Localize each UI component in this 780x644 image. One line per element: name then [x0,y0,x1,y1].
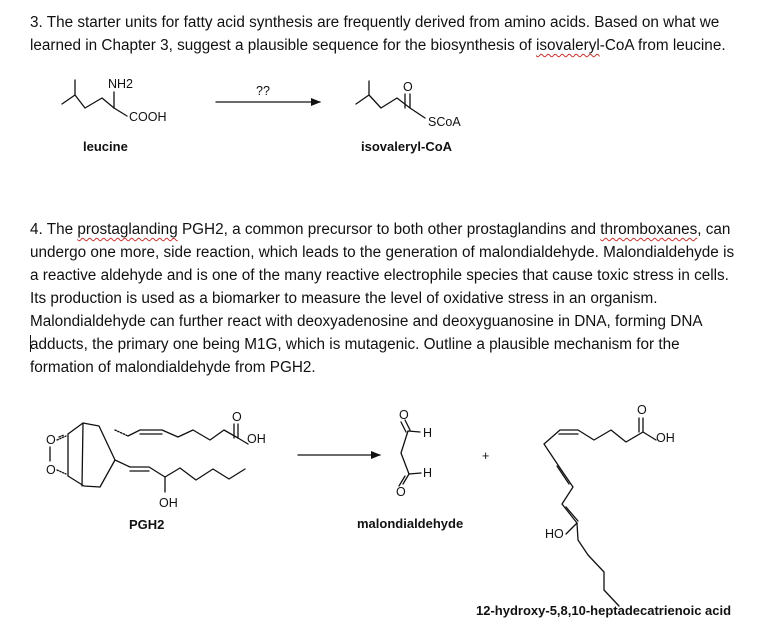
question-4-line-5: Malondialdehyde can further react with deoxyadenosine and deoxyguanosine in DNA, forming DNA [30,313,703,330]
q4-line1-b: PGH2, a common precursor to both other prostaglandins and [177,221,601,238]
plus-sign: + [482,449,490,463]
isovaleryl-coa-structure [356,80,461,154]
leucine-structure [62,77,167,154]
pgh2-oh-label: OH [159,496,178,510]
hht-structure [476,403,731,618]
hht-acid-oh-label: OH [656,431,675,445]
question-4-line-4: Its production is used as a biomarker to measure the level of oxidative stress in an organism. [30,290,658,307]
malondialdehyde-structure [357,408,463,531]
pgh2-peroxide-o-top: O [46,433,56,447]
leucine-cooh-label: COOH [129,110,167,124]
hht-ho-label: HO [545,527,564,541]
hht-acid-o-label: O [637,403,647,417]
question-4-line-3: a reactive aldehyde and is one of the many reactive electrophile species that cause toxic stress in cells. [30,267,729,284]
isovaleryl-o-label: O [403,80,413,94]
mda-h-top: H [423,426,433,440]
q4-line1-a: 4. The [30,221,78,238]
question-3-line-2-start: learned in Chapter 3, suggest a plausible sequence for the biosynthesis of [30,37,536,54]
spellcheck-word-thromboxanes[interactable]: thromboxanes [600,221,698,238]
question-3-line-1: 3. The starter units for fatty acid synthesis are frequently derived from amino acids. Based on what we [30,14,720,31]
mda-caption: malondialdehyde [357,516,464,531]
spellcheck-word-prostaglanding[interactable]: prostaglanding [77,221,178,238]
isovaleryl-coa-caption: isovaleryl-CoA [361,139,453,154]
question-4-line-7: formation of malondialdehyde from PGH2. [30,359,316,376]
mda-o-top: O [399,408,409,422]
leucine-nh2-label: NH2 [108,77,134,91]
leucine-caption: leucine [83,139,128,154]
pgh2-peroxide-o-bottom: O [46,463,56,477]
pgh2-acid-o-label: O [232,410,242,424]
question-4-line-2: undergo one more, side reaction, which leads to the generation of malondialdehyde. Malondialdehyde is [30,244,735,261]
mda-o-bottom: O [396,485,406,499]
q3-reaction-arrow [216,84,320,102]
q3-arrow-label: ?? [256,84,270,98]
isovaleryl-scoa-label: SCoA [428,115,461,129]
pgh2-caption: PGH2 [129,517,165,532]
mda-h-bottom: H [423,466,433,480]
hht-caption: 12-hydroxy-5,8,10-heptadecatrienoic acid [476,603,732,618]
q4-line1-c: , can [697,221,731,238]
question-3-line-2-end: -CoA from leucine. [599,37,726,54]
q4-line6-text: adducts, the primary one being M1G, which is mutagenic. Outline a plausible mechanism for the [30,336,680,353]
spellcheck-word-isovaleryl[interactable]: isovaleryl [535,37,600,54]
pgh2-structure [46,410,266,532]
pgh2-acid-oh-label: OH [247,432,266,446]
